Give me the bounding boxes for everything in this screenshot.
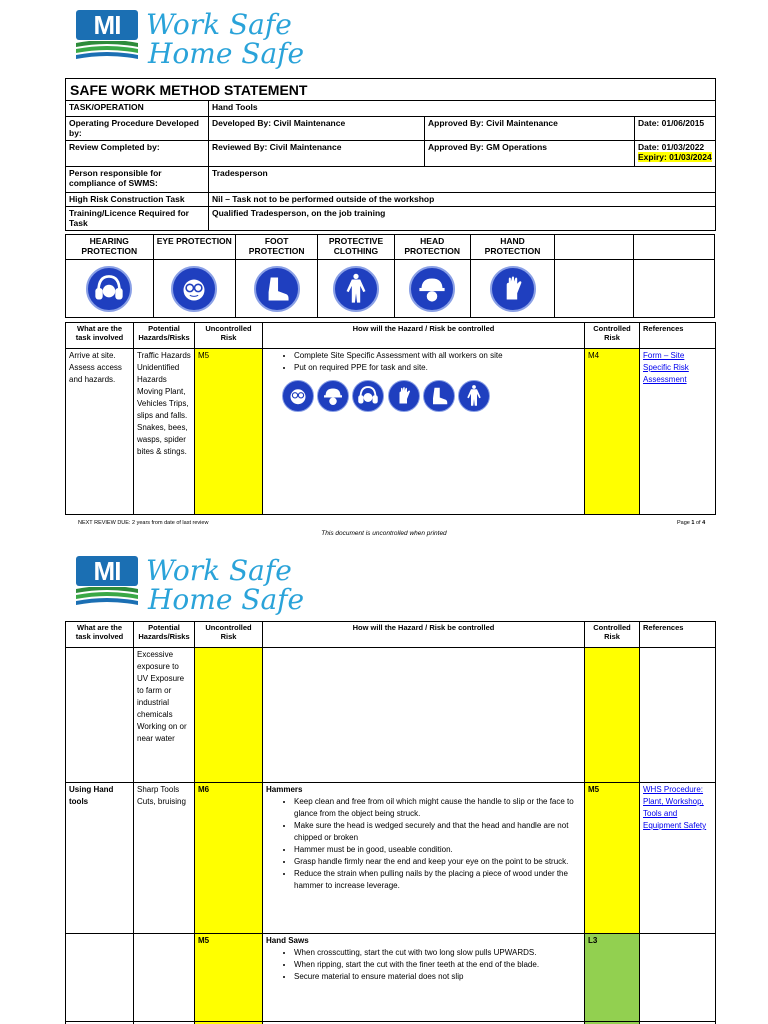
risk-table-page-2 [65, 621, 716, 1024]
control-item: • When ripping, start the cut with the finer teeth at the end of the blade. [294, 959, 581, 971]
control-item: • Reduce the strain when pulling nails by the placing a piece of wood under the hammer to increase leverage. [294, 868, 581, 892]
task-cell [66, 934, 134, 1022]
col-header-controlled: Controlled Risk [585, 622, 640, 648]
control-item: • Grasp handle firmly near the end and keep your eye on the point to be struck. [294, 856, 581, 868]
task-value: Hand Tools [209, 101, 716, 117]
training-label: Training/Licence Required for Task [66, 207, 209, 231]
col-header-control: How will the Hazard / Risk be controlled [263, 622, 585, 648]
hazards-cell: Excessive exposure to UV Exposure to farm or industrial chemicals Working on or near water [134, 648, 195, 783]
mi-logo-mark: MI [74, 556, 140, 616]
logo-tagline: Work Safe Home Safe [146, 8, 305, 70]
ppe-icon-cell-hearing [66, 260, 154, 318]
control-cell [263, 783, 585, 934]
review-label: Review Completed by: [66, 141, 209, 167]
reference-cell [640, 783, 716, 934]
hazards-cell: Traffic Hazards Unidentified Hazards Moving Plant, Vehicles Trips, slips and falls. Snakes, bees, wasps, spider bites & stings. [134, 349, 195, 515]
ppe-label-empty-1 [555, 235, 633, 260]
hazards-cell: Sharp Tools Cuts, bruising [134, 783, 195, 934]
high-risk-label: High Risk Construction Task [66, 193, 209, 207]
person-value: Tradesperson [209, 167, 716, 193]
glove-icon [388, 380, 420, 412]
next-review-note: NEXT REVIEW DUE: 2 years from date of last review [78, 520, 209, 526]
ppe-label-empty-2 [633, 235, 714, 260]
swms-header-table [65, 78, 716, 231]
safety-boot-icon [254, 266, 300, 312]
uncontrolled-risk-cell: M5 [195, 934, 263, 1022]
ppe-table [65, 234, 715, 318]
approved-by-2: Approved By: GM Operations [425, 141, 635, 167]
ppe-label-foot: FOOT PROTECTION [235, 235, 317, 260]
glove-icon [490, 266, 536, 312]
high-risk-value: Nil – Task not to be performed outside of the workshop [209, 193, 716, 207]
ppe-icon-cell-head [394, 260, 470, 318]
uncontrolled-risk-cell: M5 [195, 349, 263, 515]
ppe-label-eye: EYE PROTECTION [153, 235, 235, 260]
ppe-icon-cell-foot [235, 260, 317, 318]
ppe-label-hearing: HEARING PROTECTION [66, 235, 154, 260]
hard-hat-icon [317, 380, 349, 412]
safety-glasses-icon [171, 266, 217, 312]
training-value: Qualified Tradesperson, on the job training [209, 207, 716, 231]
safety-boot-icon [423, 380, 455, 412]
ppe-icon-cell-empty-1 [555, 260, 633, 318]
task-label: TASK/OPERATION [66, 101, 209, 117]
operating-label: Operating Procedure Developed by: [66, 117, 209, 141]
ppe-label-clothing: PROTECTIVE CLOTHING [318, 235, 394, 260]
page-number: Page 1 of 4 [677, 520, 706, 526]
ppe-icon-cell-hand [470, 260, 554, 318]
control-item: • Put on required PPE for task and site. [294, 362, 581, 374]
task-cell: Using Hand tools [66, 783, 134, 934]
coverall-icon [458, 380, 490, 412]
coverall-icon [333, 266, 379, 312]
col-header-references: References [640, 323, 716, 349]
task-cell: Arrive at site. Assess access and hazards. [66, 349, 134, 515]
reference-link[interactable]: Form – Site Specific Risk Assessment [643, 351, 689, 384]
control-item: • When crosscutting, start the cut with two long slow pulls UPWARDS. [294, 947, 581, 959]
reference-link[interactable]: WHS Procedure: Plant, Workshop, Tools and Equipment Safety [643, 785, 707, 830]
table-row [66, 783, 716, 934]
col-header-controlled: Controlled Risk [585, 323, 640, 349]
controlled-risk-cell [585, 648, 640, 783]
reference-cell [640, 934, 716, 1022]
col-header-hazards: Potential Hazards/Risks [134, 622, 195, 648]
table-row [66, 648, 716, 783]
mi-logo-mark [74, 10, 140, 70]
col-header-control: How will the Hazard / Risk be controlled [263, 323, 585, 349]
person-label: Person responsible for compliance of SWMS: [66, 167, 209, 193]
fields-logo-icon [76, 41, 138, 63]
reference-cell [640, 648, 716, 783]
reference-cell [640, 349, 716, 515]
uncontrolled-note: This document is uncontrolled when printed [321, 530, 447, 537]
control-cell [263, 349, 585, 515]
control-heading: Hand Saws [266, 936, 309, 945]
safety-glasses-icon [282, 380, 314, 412]
company-logo [74, 556, 304, 616]
control-cell [263, 934, 585, 1022]
controlled-risk-cell: M4 [585, 349, 640, 515]
ear-muffs-icon [352, 380, 384, 412]
ppe-label-head: HEAD PROTECTION [394, 235, 470, 260]
col-header-hazards: Potential Hazards/Risks [134, 323, 195, 349]
controlled-risk-cell: M5 [585, 783, 640, 934]
ppe-label-hand: HAND PROTECTION [470, 235, 554, 260]
date-2-cell: Date: 01/03/2022 Expiry: 01/03/2024 [635, 141, 716, 167]
approved-by-1: Approved By: Civil Maintenance [425, 117, 635, 141]
hard-hat-icon [409, 266, 455, 312]
control-item: • Make sure the head is wedged securely and that the head and handle are not chipped or broken [294, 820, 581, 844]
ppe-icon-cell-clothing [318, 260, 394, 318]
task-cell [66, 648, 134, 783]
col-header-task: What are the task involved [66, 323, 134, 349]
control-item: • Complete Site Specific Assessment with all workers on site [294, 350, 581, 362]
uncontrolled-risk-cell: M6 [195, 783, 263, 934]
company-logo [74, 10, 304, 70]
controlled-risk-cell: L3 [585, 934, 640, 1022]
control-item: • Secure material to ensure material does not slip [294, 971, 581, 983]
hazards-cell [134, 934, 195, 1022]
ppe-icon-cell-empty-2 [633, 260, 714, 318]
control-cell [263, 648, 585, 783]
control-item: • Hammer must be in good, useable condition. [294, 844, 581, 856]
col-header-references: References [640, 622, 716, 648]
table-row [66, 934, 716, 1022]
control-heading: Hammers [266, 785, 303, 794]
page-title: SAFE WORK METHOD STATEMENT [66, 79, 716, 101]
col-header-uncontrolled: Uncontrolled Risk [195, 622, 263, 648]
ppe-icon-strip [282, 380, 581, 412]
date-1: Date: 01/06/2015 [635, 117, 716, 141]
col-header-uncontrolled: Uncontrolled Risk [195, 323, 263, 349]
fields-logo-icon [76, 587, 138, 609]
control-item: • Keep clean and free from oil which might cause the handle to slip or the face to glance from the object being struck. [294, 796, 581, 820]
reviewed-by: Reviewed By: Civil Maintenance [209, 141, 425, 167]
uncontrolled-risk-cell [195, 648, 263, 783]
ear-muffs-icon [86, 266, 132, 312]
table-row [66, 349, 716, 515]
expiry-date: Expiry: 01/03/2024 [638, 152, 712, 162]
col-header-task: What are the task involved [66, 622, 134, 648]
logo-tagline: Work Safe Home Safe [146, 554, 305, 616]
risk-table-page-1 [65, 322, 716, 515]
developed-by: Developed By: Civil Maintenance [209, 117, 425, 141]
page-2 [0, 548, 768, 1024]
ppe-icon-cell-eye [153, 260, 235, 318]
mi-logo-text: MI [76, 10, 138, 40]
